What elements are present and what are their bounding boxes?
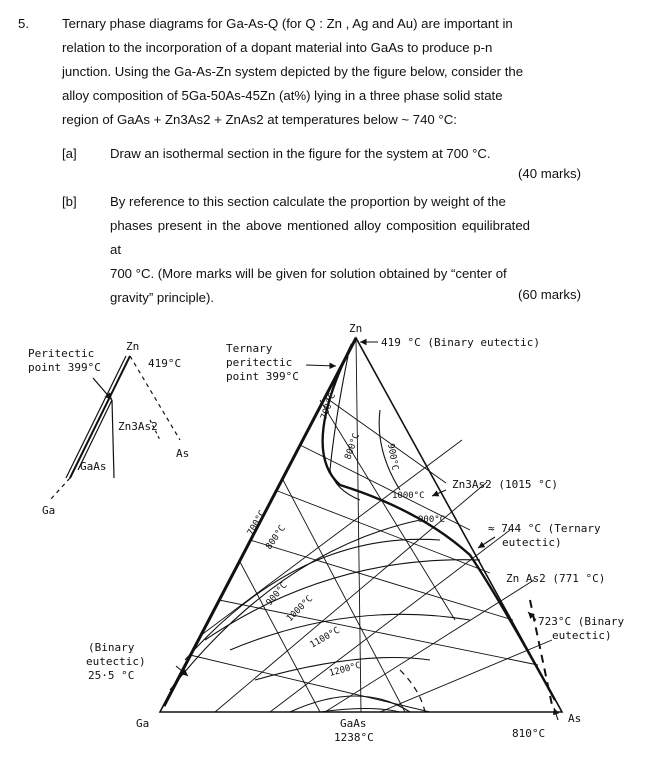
ternary-eutectic-label-1: ≈ 744 °C (Ternary: [488, 522, 601, 535]
peritectic-label: peritectic: [226, 356, 293, 369]
isotherm-label: 900°C: [264, 580, 290, 608]
part-a-text: Draw an isothermal section in the figure for the system at 700 °C.: [110, 146, 491, 161]
main-gaas-label: GaAs: [340, 717, 367, 730]
part-b-line: phases present in the above mentioned alloy composition equilibrated at: [110, 218, 530, 257]
inset-zn-label: Zn: [126, 340, 140, 353]
inset-peritectic-label: Peritectic: [28, 347, 95, 360]
main-as-temp-label: 810°C: [512, 727, 546, 740]
intro-line: region of GaAs + Zn3As2 + ZnAs2 at temperatures below ~ 740 °C:: [62, 112, 457, 127]
part-b-line: gravity” principle).: [110, 290, 215, 305]
isotherm-label: 800°C: [343, 432, 363, 462]
question-number: 5.: [18, 16, 29, 31]
binary-eutectic-left-label-2: eutectic): [86, 655, 146, 668]
inset-ga-label: Ga: [42, 504, 56, 517]
binary-eutectic-left-label-1: (Binary: [88, 641, 135, 654]
main-zn-label: Zn: [349, 322, 363, 335]
part-b-line: 700 °C. (More marks will be given for solution obtained by “center of: [110, 266, 507, 281]
intro-line: relation to the incorporation of a dopant material into GaAs to produce p-n: [62, 40, 493, 55]
isotherm-label: 700°C: [245, 509, 269, 538]
part-b-line: By reference to this section calculate the proportion by weight of the: [110, 194, 506, 209]
inset-as-label: As: [176, 447, 190, 460]
isotherm-label: 700°C: [319, 392, 339, 422]
part-a-label: [a]: [62, 146, 77, 161]
inset-zn-temp-label: 419°C: [148, 357, 182, 370]
isotherm-label: 1000°C: [285, 594, 316, 625]
znas2-label: Zn As2 (771 °C): [506, 572, 606, 585]
isotherm-label: 800°C: [264, 523, 288, 552]
zn3as2-label: Zn3As2 (1015 °C): [452, 478, 558, 491]
binary-eutectic-left-label-3: 25·5 °C: [88, 669, 135, 682]
binary-eutectic-723-label-1: 723°C (Binary: [538, 615, 625, 628]
isotherm-label: 900°C: [418, 515, 446, 525]
main-ga-label: Ga: [136, 717, 150, 730]
part-b-label: [b]: [62, 194, 77, 209]
peritectic-point-label: point 399°C: [226, 370, 299, 383]
inset-zn3as2-label: Zn3As2: [118, 420, 158, 433]
intro-line: junction. Using the Ga-As-Zn system depicted by the figure below, consider the: [62, 64, 524, 79]
isotherm-label: 1100°C: [308, 625, 342, 651]
isotherm-label: 900°C: [385, 442, 400, 472]
intro-line: Ternary phase diagrams for Ga-As-Q (for Q : Zn , Ag and Au) are important in: [62, 16, 513, 31]
main-as-label: As: [568, 712, 582, 725]
binary-eutectic-723-label-2: eutectic): [552, 629, 612, 642]
inset-peritectic-point-label: point 399°C: [28, 361, 101, 374]
inset-diagram: [50, 356, 180, 500]
isotherm-label: 1000°C: [392, 491, 425, 501]
isotherm-label: 1200°C: [328, 660, 363, 679]
inset-gaas-label: GaAs: [80, 460, 107, 473]
ternary-label: Ternary: [226, 342, 273, 355]
main-zn-eutectic-label: 419 °C (Binary eutectic): [381, 336, 540, 349]
part-a-marks: (40 marks): [517, 166, 581, 181]
part-b-marks: (60 marks): [517, 287, 581, 302]
intro-line: alloy composition of 5Ga-50As-45Zn (at%) lying in a three phase solid state: [62, 88, 503, 103]
ternary-eutectic-label-2: eutectic): [502, 536, 562, 549]
main-gaas-temp-label: 1238°C: [334, 731, 374, 744]
